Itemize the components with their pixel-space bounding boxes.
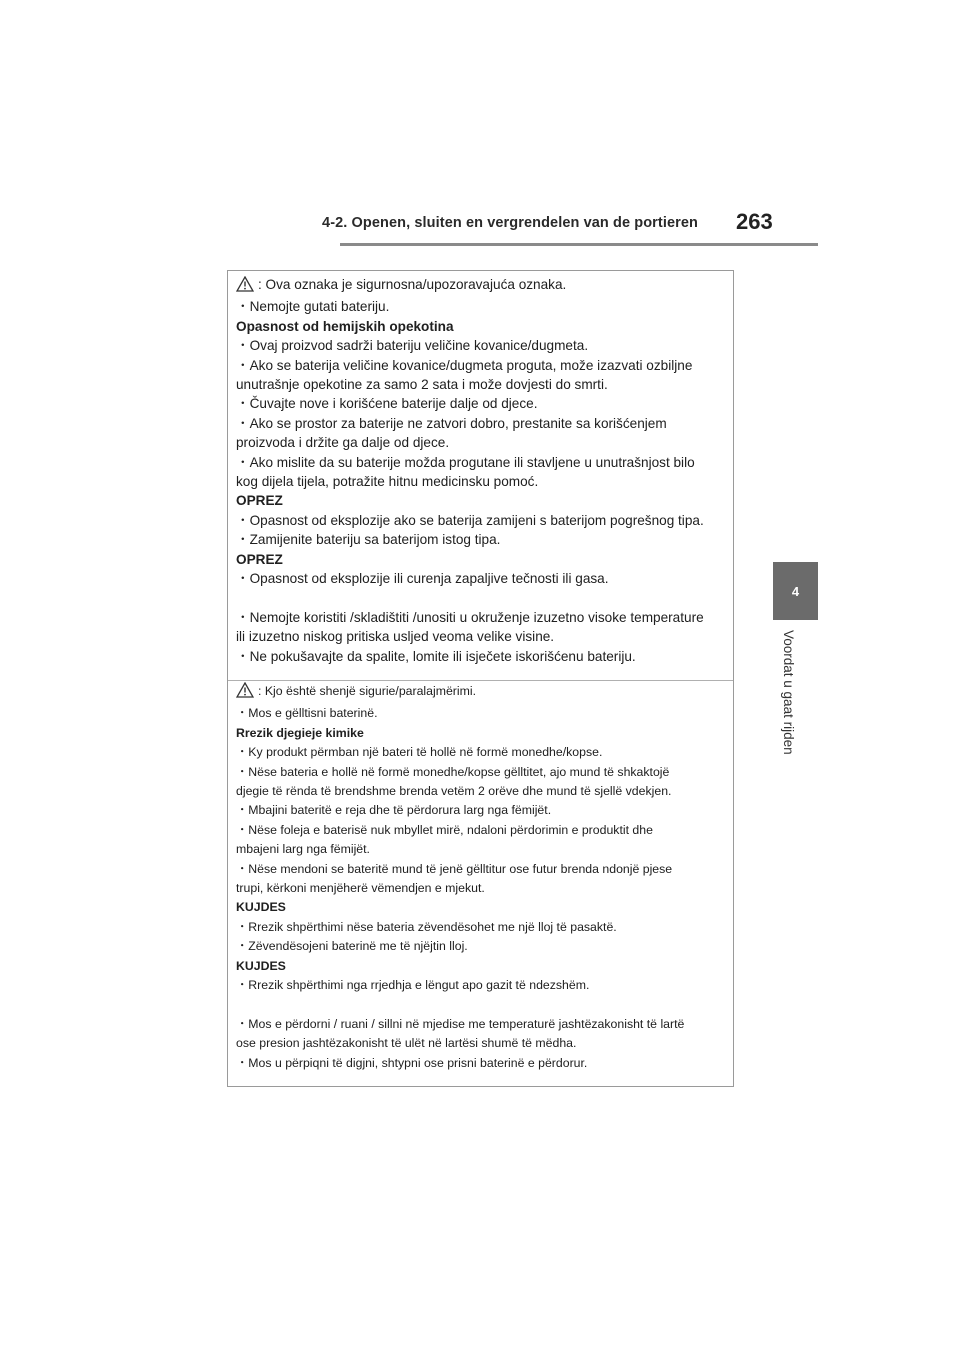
notice-line: ・Ne pokušavajte da spalite, lomite ili isječete iskorišćenu bateriju. [236, 648, 636, 664]
notice-heading: OPREZ [236, 493, 283, 509]
notice-line: ・Nëse mendoni se bateritë mund të jenë gëlltitur ose futur brenda ndonjë pjese [236, 861, 673, 876]
warning-triangle-icon [236, 682, 254, 704]
notice-line: ・Nëse bateria e hollë në formë monedhe/kopse gëlltitet, ajo mund të shkaktojë [236, 764, 670, 779]
chapter-title: Voordat u gaat rijden [781, 630, 796, 755]
notice-heading: Opasnost od hemijskih opekotina [236, 318, 454, 334]
notice-line: ・Rrezik shpërthimi nga rrjedhja e lëngut apo gazit të ndezshëm. [236, 978, 590, 993]
notice-line: ・Mos u përpiqni të digjni, shtypni ose prisni baterinë e përdorur. [236, 1055, 588, 1070]
notice-line: ・Opasnost od eksplozije ako se baterija zamijeni s baterijom pogrešnog tipa. [236, 512, 704, 528]
notice-line: ・Mos e gëlltisni baterinë. [236, 706, 378, 721]
notice-line: proizvoda i držite ga dalje od djece. [236, 435, 450, 451]
notice-heading: OPREZ [236, 551, 283, 567]
notice-line: ・Nemojte koristiti /skladištiti /unositi u okruženje izuzetno visoke temperature [236, 609, 704, 625]
notice-line: ・Ky produkt përmban një bateri të hollë në formë monedhe/kopse. [236, 745, 603, 760]
notice-line: ・Zamijenite bateriju sa baterijom istog tipa. [236, 532, 501, 548]
notice-line: trupi, kërkoni menjëherë vëmendjen e mjekut. [236, 881, 485, 896]
section-divider [228, 680, 733, 681]
battery-warning-box [227, 270, 734, 1087]
notice-line: unutrašnje opekotine za samo 2 sata i može dovjesti do smrti. [236, 377, 608, 393]
notice-line: mbajeni larg nga fëmijët. [236, 842, 370, 857]
notice-line: ・Mos e përdorni / ruani / sillni në mjedise me temperaturë jashtëzakonisht të lartë [236, 1016, 685, 1031]
notice-line: ・Ako se prostor za baterije ne zatvori dobro, prestanite sa korišćenjem [236, 415, 667, 431]
header-rule [340, 243, 818, 246]
notice-heading: KUJDES [236, 958, 286, 973]
notice-line: ・Nemojte gutati bateriju. [236, 299, 390, 315]
notice-symbol-text: : Kjo është shenjë sigurie/paralajmërimi. [258, 684, 477, 698]
notice-line: ・Čuvajte nove i korišćene baterije dalje od djece. [236, 396, 538, 412]
notice-line: ・Mbajini bateritë e reja dhe të përdorura larg nga fëmijët. [236, 803, 552, 818]
notice-heading: KUJDES [236, 900, 286, 915]
notice-line: ・Zëvendësojeni baterinë me të njëjtin lloj. [236, 939, 468, 954]
notice-line: ili izuzetno niskog pritiska usljed veoma velike visine. [236, 629, 555, 645]
notice-line: kog dijela tijela, potražite hitnu medicinsku pomoć. [236, 474, 539, 490]
notice-line: ・Ako se baterija veličine kovanice/dugmeta proguta, može izazvati ozbiljne [236, 357, 693, 373]
page-number: 263 [736, 209, 773, 234]
notice-albanian [236, 682, 727, 1073]
notice-line: ose presion jashtëzakonisht të ulët në lartësi shumë të mëdha. [236, 1036, 577, 1051]
notice-line: ・Rrezik shpërthimi nëse bateria zëvendësohet me një lloj të pasaktë. [236, 919, 617, 934]
notice-line: ・Ovaj proizvod sadrži bateriju veličine kovanice/dugmeta. [236, 338, 589, 354]
notice-line: ・Ako mislite da su baterije možda progutane ili stavljene u unutrašnjost bilo [236, 454, 695, 470]
notice-line: ・Opasnost od eksplozije ili curenja zapaljive tečnosti ili gasa. [236, 571, 609, 587]
warning-triangle-icon [236, 276, 254, 297]
notice-heading: Rrezik djegieje kimike [236, 725, 364, 740]
notice-croatian [236, 275, 727, 666]
notice-symbol-text: : Ova oznaka je sigurnosna/upozoravajuća oznaka. [258, 277, 567, 292]
notice-line: djegie të rënda të brendshme brenda vetëm 2 orëve dhe mund të sjellë vdekjen. [236, 784, 672, 799]
chapter-tab [773, 562, 818, 620]
chapter-number: 4 [791, 583, 800, 599]
notice-line [236, 682, 727, 704]
section-header-title: 4-2. Openen, sluiten en vergrendelen van de portieren [322, 215, 698, 231]
notice-line [236, 275, 727, 297]
notice-line: ・Nëse foleja e baterisë nuk mbyllet mirë, ndaloni përdorimin e produktit dhe [236, 822, 653, 837]
